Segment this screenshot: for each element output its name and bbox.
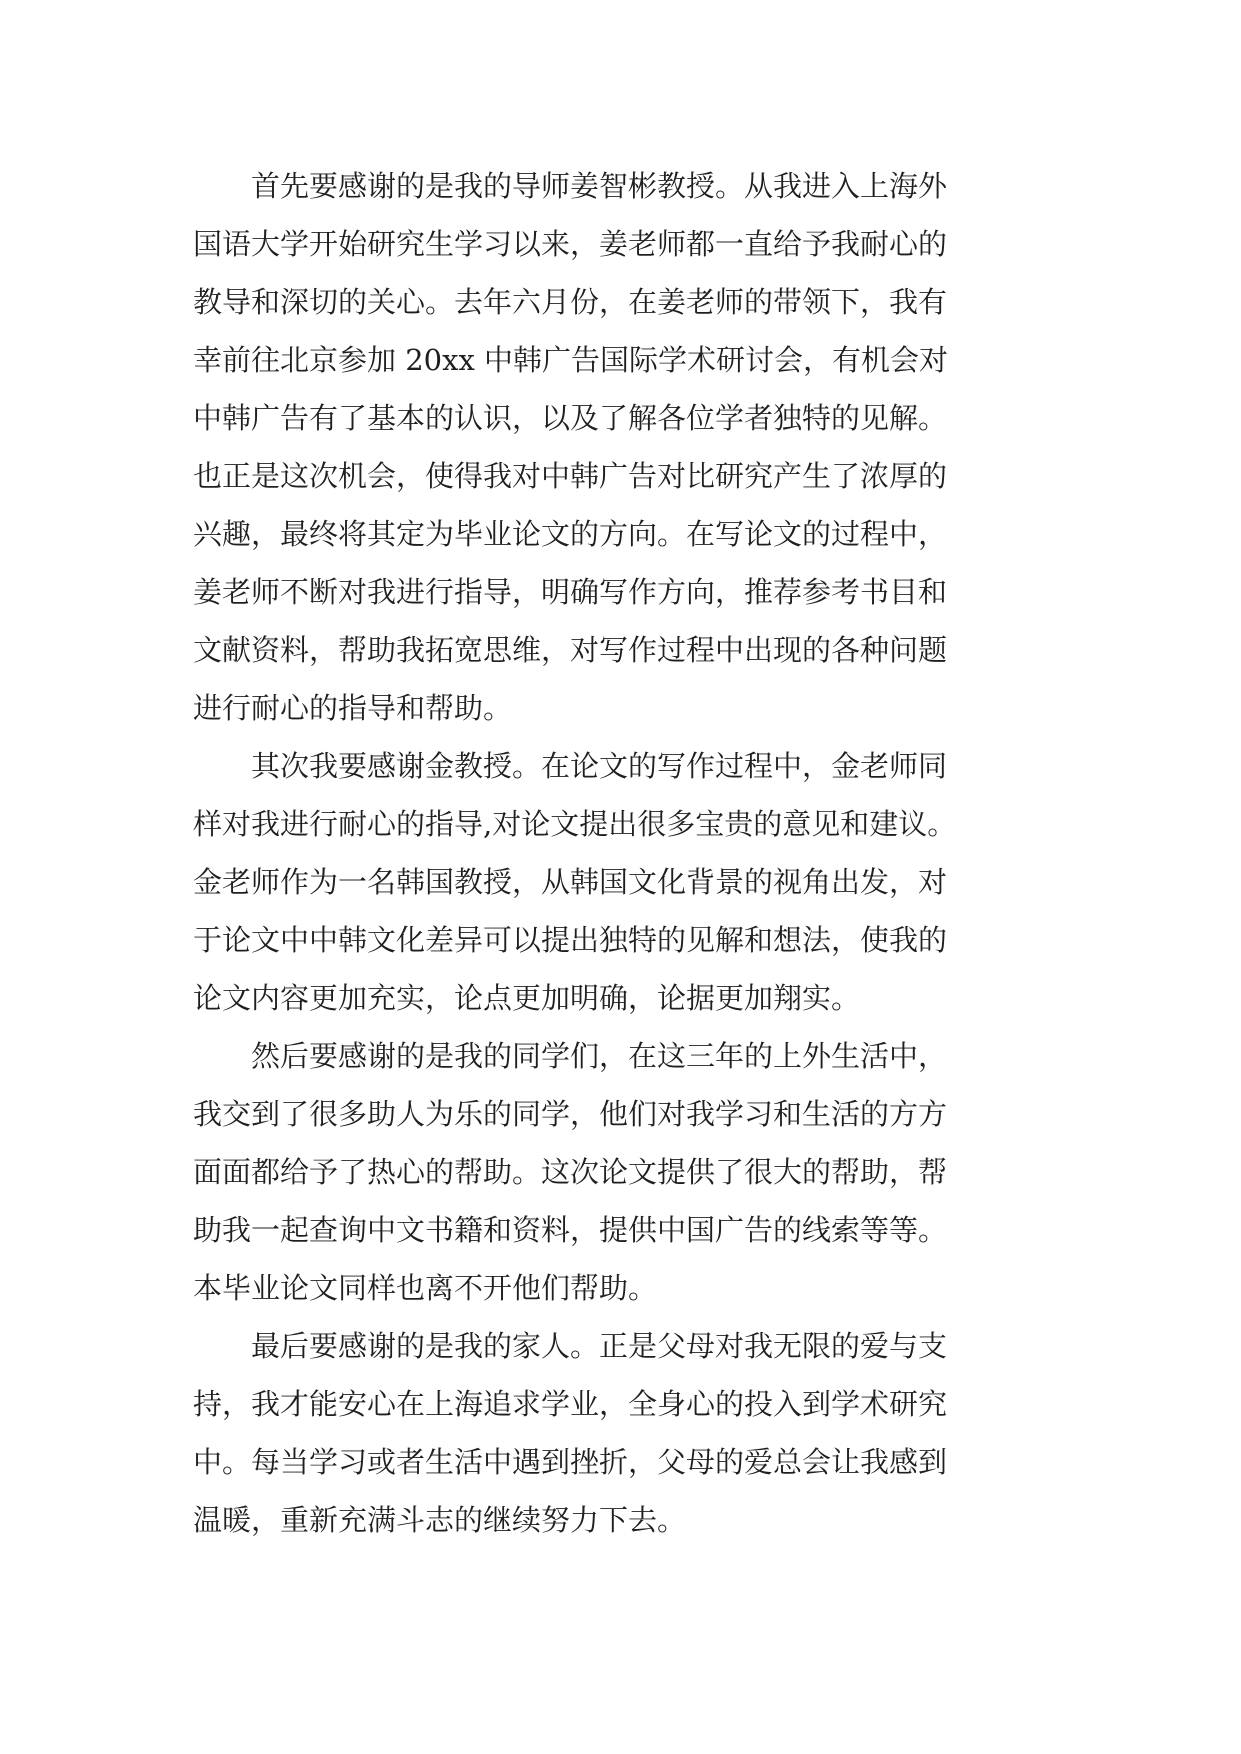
text-line: 我交到了很多助人为乐的同学，他们对我学习和生活的方方 <box>193 1097 948 1131</box>
paragraph-family-thanks <box>193 1317 1063 1549</box>
text-line: 也正是这次机会，使得我对中韩广告对比研究产生了浓厚的 <box>193 459 948 493</box>
text-line: 于论文中中韩文化差异可以提出独特的见解和想法，使我的 <box>193 923 948 957</box>
text-line: 文献资料，帮助我拓宽思维，对写作过程中出现的各种问题 <box>193 633 948 667</box>
text-line: 最后要感谢的是我的家人。正是父母对我无限的爱与支 <box>251 1329 948 1363</box>
text-line: 教导和深切的关心。去年六月份，在姜老师的带领下，我有 <box>193 285 948 319</box>
text-line: 金老师作为一名韩国教授，从韩国文化背景的视角出发，对 <box>193 865 948 899</box>
text-line: 国语大学开始研究生学习以来，姜老师都一直给予我耐心的 <box>193 227 948 261</box>
text-line: 姜老师不断对我进行指导，明确写作方向，推荐参考书目和 <box>193 575 948 609</box>
text-line: 进行耐心的指导和帮助。 <box>193 691 513 725</box>
text-line: 中。每当学习或者生活中遇到挫折，父母的爱总会让我感到 <box>193 1445 948 1479</box>
text-line: 论文内容更加充实，论点更加明确，论据更加翔实。 <box>193 981 861 1015</box>
text-line: 持，我才能安心在上海追求学业，全身心的投入到学术研究 <box>193 1387 948 1421</box>
paragraph-advisor-thanks <box>193 157 1063 737</box>
paragraph-professor-kim-thanks <box>193 737 1063 1027</box>
document-body <box>193 157 1063 1549</box>
text-line: 幸前往北京参加 20xx 中韩广告国际学术研讨会，有机会对 <box>193 343 949 377</box>
text-line: 其次我要感谢金教授。在论文的写作过程中，金老师同 <box>251 749 948 783</box>
text-line: 温暖，重新充满斗志的继续努力下去。 <box>193 1503 687 1537</box>
text-line: 助我一起查询中文书籍和资料，提供中国广告的线索等等。 <box>193 1213 948 1247</box>
text-line: 本毕业论文同样也离不开他们帮助。 <box>193 1271 658 1305</box>
text-line: 样对我进行耐心的指导,对论文提出很多宝贵的意见和建议。 <box>193 807 957 841</box>
text-line: 中韩广告有了基本的认识，以及了解各位学者独特的见解。 <box>193 401 948 435</box>
text-line: 首先要感谢的是我的导师姜智彬教授。从我进入上海外 <box>251 169 948 203</box>
text-line: 兴趣，最终将其定为毕业论文的方向。在写论文的过程中， <box>193 517 948 551</box>
paragraph-classmates-thanks <box>193 1027 1063 1317</box>
text-line: 然后要感谢的是我的同学们，在这三年的上外生活中， <box>251 1039 948 1073</box>
text-line: 面面都给予了热心的帮助。这次论文提供了很大的帮助，帮 <box>193 1155 948 1189</box>
